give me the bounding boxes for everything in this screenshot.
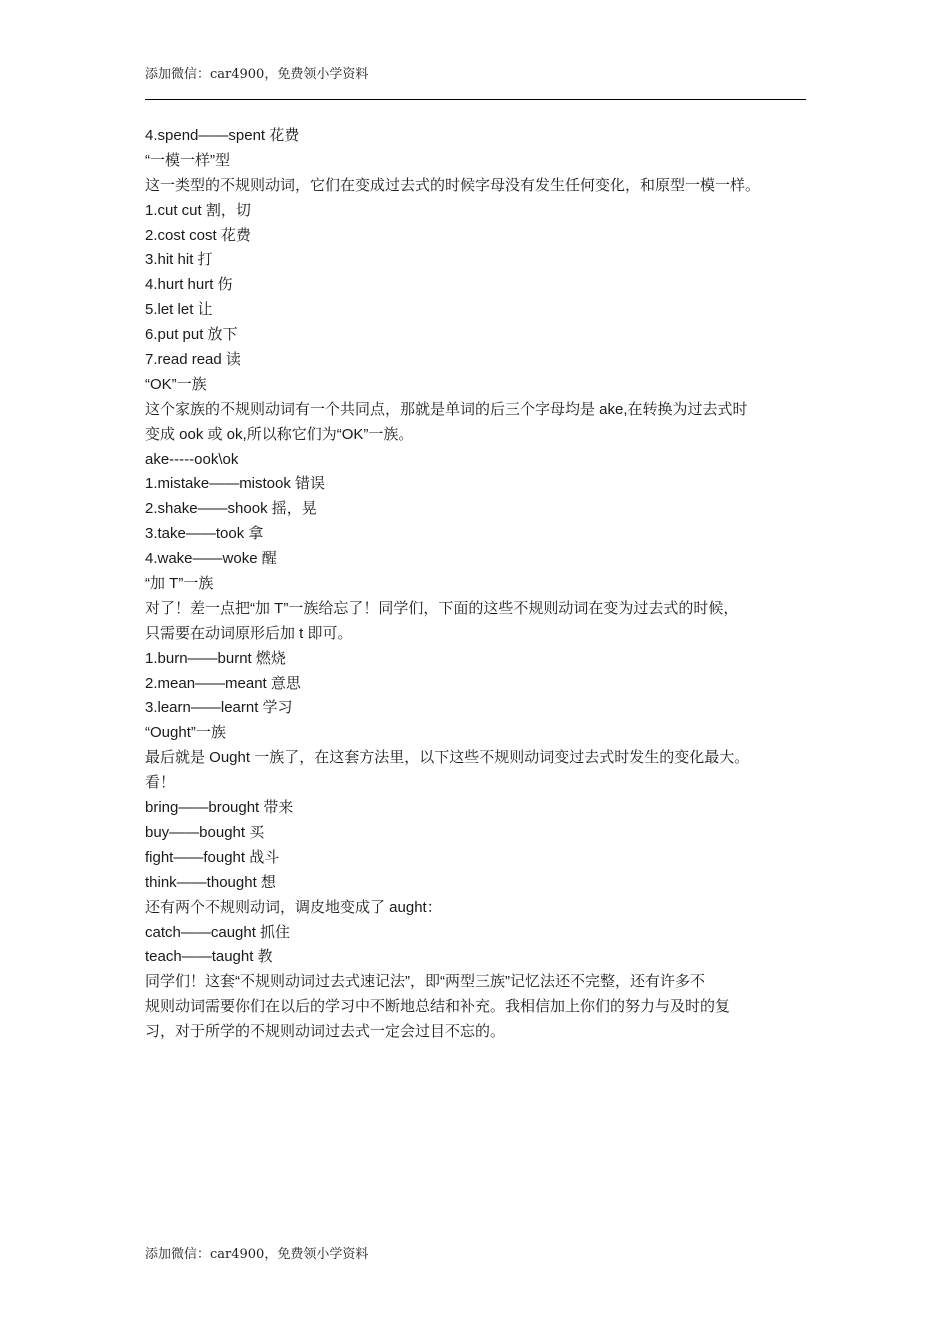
list-item: 1.cut cut 割，切 <box>145 201 251 219</box>
list-item: 3.learn——learnt 学习 <box>145 699 293 717</box>
paragraph-line: 这个家族的不规则动词有一个共同点，那就是单词的后三个字母均是 ake,在转换为过去式时 <box>145 400 748 418</box>
list-item: catch——caught 抓住 <box>145 923 291 941</box>
paragraph-line: 对了！差一点把“加 T”一族给忘了！同学们，下面的这些不规则动词在变为过去式的时候， <box>145 599 739 617</box>
list-item: 5.let let 让 <box>145 301 213 319</box>
paragraph-line: 只需要在动词原形后加 t 即可。 <box>145 624 353 642</box>
list-item: bring——brought 带来 <box>145 799 294 817</box>
list-item: 3.hit hit 打 <box>145 251 213 269</box>
list-item: 2.shake——shook 摇，晃 <box>145 500 317 518</box>
list-item: 4.hurt hurt 伤 <box>145 276 233 294</box>
paragraph-line: 同学们！这套“不规则动词过去式速记法”，即“两型三族”记忆法还不完整，还有许多不 <box>145 973 705 991</box>
paragraph-line: 变成 ook 或 ok,所以称它们为“OK”一族。 <box>145 425 414 443</box>
header-divider <box>145 99 806 100</box>
paragraph-line: 看！ <box>145 774 176 792</box>
list-item: 3.take——took 拿 <box>145 525 264 543</box>
text-line: ake-----ook\ok <box>145 450 239 468</box>
list-item: teach——taught 教 <box>145 948 273 966</box>
list-item: fight——fought 战斗 <box>145 848 280 866</box>
section-heading: “一模一样”型 <box>145 151 230 169</box>
list-item: 1.mistake——mistook 错误 <box>145 475 326 493</box>
list-item: buy——bought 买 <box>145 823 265 841</box>
section-heading: “加 T”一族 <box>145 575 214 593</box>
paragraph-line: 还有两个不规则动词，调皮地变成了 aught： <box>145 898 442 916</box>
paragraph-line: 这一类型的不规则动词，它们在变成过去式的时候字母没有发生任何变化，和原型一模一样。 <box>145 176 761 194</box>
list-item: 6.put put 放下 <box>145 326 238 344</box>
document-body <box>145 124 825 1045</box>
paragraph-line: 规则动词需要你们在以后的学习中不断地总结和补充。我相信加上你们的努力与及时的复 <box>145 998 731 1016</box>
list-item: 2.mean——meant 意思 <box>145 674 301 692</box>
list-item: think——thought 想 <box>145 873 276 891</box>
list-item: 7.read read 读 <box>145 351 241 369</box>
text-line: 4.spend——spent 花费 <box>145 127 300 144</box>
paragraph-line: 习，对于所学的不规则动词过去式一定会过目不忘的。 <box>145 1023 506 1041</box>
list-item: 2.cost cost 花费 <box>145 226 251 244</box>
page-header-text: 添加微信：car4900，免费领小学资料 <box>145 67 369 82</box>
list-item: 1.burn——burnt 燃烧 <box>145 649 286 667</box>
paragraph-line: 最后就是 Ought 一族了，在这套方法里，以下这些不规则动词变过去式时发生的变化最大。 <box>145 749 750 767</box>
page-footer-text: 添加微信：car4900，免费领小学资料 <box>145 1247 369 1262</box>
section-heading: “Ought”一族 <box>145 724 226 742</box>
list-item: 4.wake——woke 醒 <box>145 550 277 568</box>
section-heading: “OK”一族 <box>145 375 207 393</box>
